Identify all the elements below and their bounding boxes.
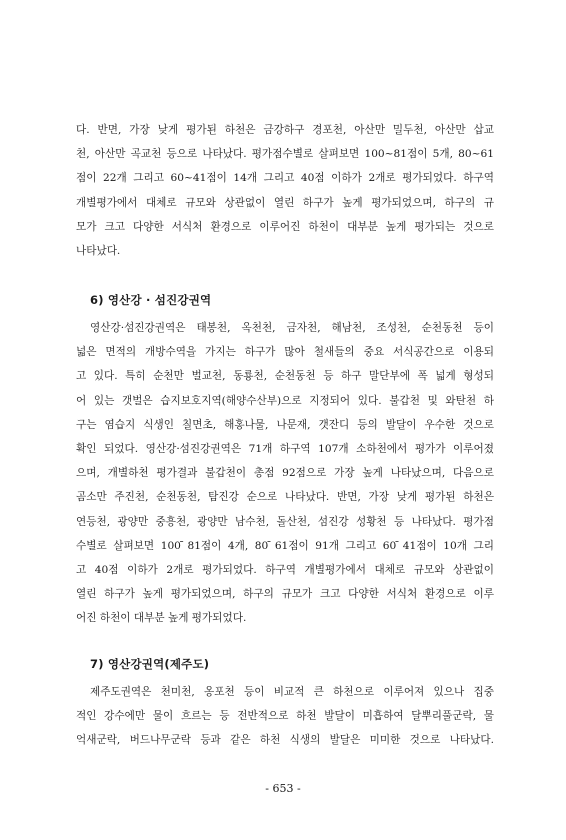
paragraph-line: 억새군락, 버드나무군락 등과 같은 하천 식생의 발달은 미미한 것으로 나타났다. — [76, 734, 494, 747]
paragraph-line: 제주도권역은 천미천, 옹포천 등이 비교적 큰 하천으로 이루어져 있으나 집중 — [90, 686, 494, 698]
paragraph-line: 으며, 개별하천 평가결과 불갑천이 총점 92점으로 가장 높게 나타났으며, 다음으로 — [76, 467, 494, 480]
paragraph-line: 연등천, 광양만 중흥천, 광양만 남수천, 돌산천, 섬진강 성황천 등 나타났다. 평가점 — [76, 515, 494, 528]
paragraph-line: 어진 하천이 대부분 높게 평가되었다. — [76, 612, 247, 625]
paragraph-line: 점이 22개 그리고 60~41점이 14개 그리고 40점 이하가 2개로 평가되었다. 하구역 — [76, 172, 494, 185]
section-heading-7: 7) 영산강권역(제주도) — [90, 657, 210, 671]
paragraph-line: 나타났다. — [76, 244, 121, 257]
paragraph-line: 열린 하구가 높게 평가되었으며, 하구의 규모가 크고 다양한 서식처 환경으로 이루 — [76, 588, 494, 601]
paragraph-line: 다. 반면, 가장 낮게 평가된 하천은 금강하구 경포천, 아산만 밀두천, 아산만 삽교 — [76, 124, 494, 136]
paragraph-line: 영산강·섬진강권역은 태봉천, 옥천천, 금자천, 해남천, 조성천, 순천동천 등이 — [90, 322, 494, 334]
paragraph-line: 고 있다. 특히 순천만 벌교천, 동룡천, 순천동천 등 하구 말단부에 폭 넓게 형성되 — [76, 370, 494, 383]
paragraph-line: 모가 크고 다양한 서식처 환경으로 이루어진 하천이 대부분 높게 평가되는 것으로 — [76, 220, 494, 233]
paragraph-line: 천, 아산만 곡교천 등으로 나타났다. 평가점수별로 살펴보면 100~81점이 5개, 80~61 — [76, 148, 494, 161]
paragraph-line: 구는 염습지 식생인 칠면초, 해홍나물, 나문재, 갯잔디 등의 발달이 우수한 것으로 — [76, 418, 494, 431]
page-number: - 653 - — [265, 782, 301, 795]
paragraph-line: 고 40점 이하가 2개로 평가되었다. 하구역 개별평가에서 대체로 규모와 상관없이 — [76, 563, 494, 576]
section-7-paragraph — [76, 680, 494, 753]
paragraph-line: 적인 강수에만 물이 흐르는 등 전반적으로 하천 발달이 미흡하여 달뿌리풀군락, 물 — [76, 710, 494, 723]
paragraph-line: 곰소만 주진천, 순천동천, 탐진강 순으로 나타났다. 반면, 가장 낮게 평가된 하천은 — [76, 491, 494, 504]
paragraph-line: 어 있는 갯벌은 습지보호지역(해양수산부)으로 지정되어 있다. 불갑천 및 와탄천 하 — [76, 394, 494, 407]
paragraph-line: 수별로 살펴보면 100 ̄81점이 4개, 80 ̄61점이 91개 그리고 60 ̄41점이 10개 그리 — [76, 539, 494, 552]
paragraph-line: 확인 되었다. 영산강·섬진강권역은 71개 하구역 107개 소하천에서 평가가 이루어졌 — [76, 442, 494, 455]
paragraph-line: 넓은 면적의 개방수역을 가지는 하구가 많아 철새들의 중요 서식공간으로 이용되 — [76, 346, 494, 359]
section-6-paragraph — [76, 316, 494, 630]
paragraph-line: 개별평가에서 대체로 규모와 상관없이 열린 하구가 높게 평가되었으며, 하구의 규 — [76, 196, 494, 209]
section-heading-6: 6) 영산강 · 섬진강권역 — [90, 293, 212, 307]
intro-paragraph — [76, 118, 494, 263]
